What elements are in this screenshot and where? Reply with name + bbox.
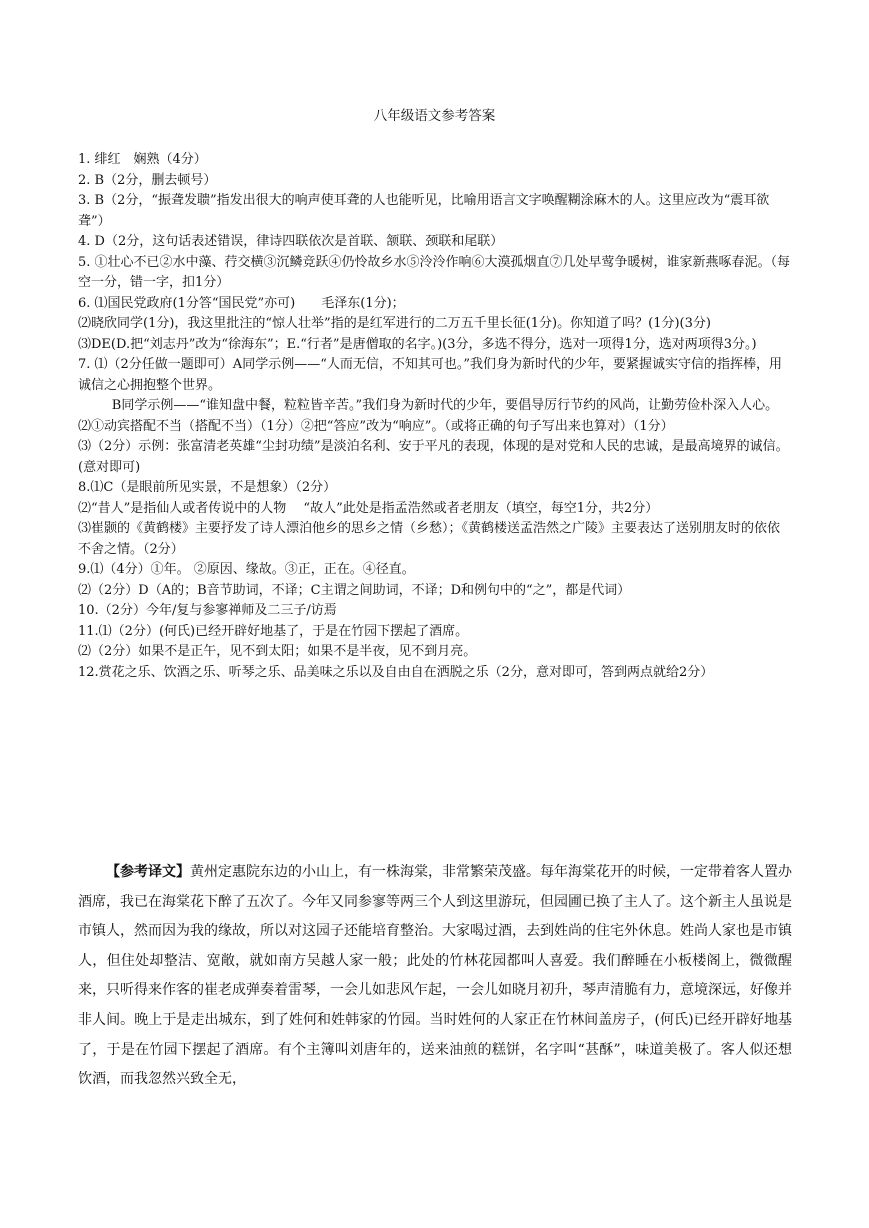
answer-5: 5. ①壮心不已②水中藻、荇交横③沉鳞竞跃④仍怜故乡水⑤泠泠作响⑥大漠孤烟直⑦几处早莺争暖树，谁家新燕啄春泥。（每空一分，错一字，扣1分）: [78, 254, 791, 290]
answer-9-2: ⑵（2分）D（A的；B音节助词，不译；C主谓之间助词，不译；D和例句中的“之”，都是代词）: [78, 582, 631, 598]
answer-8-1: 8.⑴C（是眼前所见实景，不是想象）（2分）: [78, 480, 337, 495]
answer-8-2: ⑵“昔人”是指仙人或者传说中的人物 “故人”此处是指孟浩然或者老朋友（填空，每空1分，共2分）: [78, 500, 659, 516]
answer-6-3: ⑶DE(D.把“刘志丹”改为“徐海东”；E.“行者”是唐僧取的名字。)(3分，多选不得分，选对一项得1分，选对两项得3分。): [78, 336, 757, 352]
document-title: 八年级语文参考答案: [373, 108, 496, 124]
answer-4: 4. D（2分，这句话表述错误，律诗四联依次是首联、颔联、颈联和尾联）: [78, 234, 504, 249]
answer-11-1: 11.⑴（2分）(何氏)已经开辟好地基了，于是在竹园下摆起了酒席。: [78, 623, 469, 639]
answer-7-1a: 7. ⑴（2分任做一题即可）A同学示例——“人而无信，不知其可也。”我们身为新时代的少年，要紧握诚实守信的指挥棒，用诚信之心拥抱整个世界。: [78, 357, 782, 393]
answer-11-2: ⑵（2分）如果不是正午，见不到太阳；如果不是半夜，见不到月亮。: [78, 644, 477, 659]
translation-text: 黄州定惠院东边的小山上，有一株海棠，非常繁荣茂盛。每年海棠花开的时候，一定带着客人置办酒席，我已在海棠花下醉了五次了。今年又同参寥等两三个人到这里游玩，但园圃已换了主人了。这个新主人虽说是市镇人，然而因为我的缘故，所以对这园子还能培育整治。大家喝过酒，去到姓尚的住宅外休息。姓尚人家也是市镇人，但住处却整洁、宽敞，就如南方吴越人家一般；此处的竹林花园都叫人喜爱。我们醉睡在小板楼阁上，微微醒来，只听得来作客的崔老成弹奏着雷琴，一会儿如悲风乍起，一会儿如晓月初升，琴声清脆有力，意境深远，好像并非人间。晚上于是走出城东，到了姓何和姓韩家的竹园。当时姓何的人家正在竹林间盖房子，(何氏)已经开辟好地基了，于是在竹园下摆起了酒席。有个主簿叫刘唐年的，送来油煎的糕饼，名字叫“甚酥”，味道美极了。客人似还想饮酒，而我忽然兴致全无，: [78, 864, 792, 1088]
answer-7-1b: B同学示例——“谁知盘中餐，粒粒皆辛苦。”我们身为新时代的少年，要倡导厉行节约的风尚，让勤劳俭朴深入人心。: [111, 398, 779, 413]
answer-9-1: 9.⑴（4分）①年。 ②原因、缘故。③正，正在。④径直。: [78, 562, 415, 577]
answer-3: 3. B（2分，“振聋发聩”指发出很大的响声使耳聋的人也能听见，比喻用语言文字唤醒糊涂麻木的人。这里应改为“震耳欲聋”）: [78, 193, 770, 229]
answer-6-2: ⑵晓欣同学(1分)，我这里批注的“惊人壮举”指的是红军进行的二万五千里长征(1分)。你知道了吗？(1分)(3分): [78, 316, 711, 331]
answer-12: 12.赏花之乐、饮酒之乐、听琴之乐、品美味之乐以及自由自在洒脱之乐（2分，意对即可，答到两点就给2分）: [78, 664, 714, 680]
answer-6-1: 6. ⑴国民党政府(1分答“国民党”亦可) 毛泽东(1分)；: [78, 295, 405, 311]
answer-8-3: ⑶崔颢的《黄鹤楼》主要抒发了诗人漂泊他乡的思乡之情（乡愁）；《黄鹤楼送孟浩然之广陵》主要表达了送别朋友时的依依不舍之情。（2分）: [78, 521, 781, 557]
answer-7-2: ⑵①动宾搭配不当（搭配不当）（1分）②把“答应”改为“响应”。（或将正确的句子写出来也算对）（1分）: [78, 418, 674, 434]
reference-translation: [78, 858, 792, 1095]
answer-7-3: ⑶（2分）示例：张富清老英雄“尘封功绩”是淡泊名利、安于平凡的表现，体现的是对党和人民的忠诚，是最高境界的诚信。(意对即可): [78, 439, 789, 475]
answer-10: 10.（2分）今年/复与参寥禅师及二三子/访焉: [78, 603, 337, 618]
answer-2: 2. B（2分，删去顿号）: [78, 172, 217, 188]
translation-label: 【参考译文】: [106, 864, 190, 880]
answer-1: 1. 绯红 娴熟（4分）: [78, 152, 207, 167]
answer-list: [78, 150, 792, 683]
